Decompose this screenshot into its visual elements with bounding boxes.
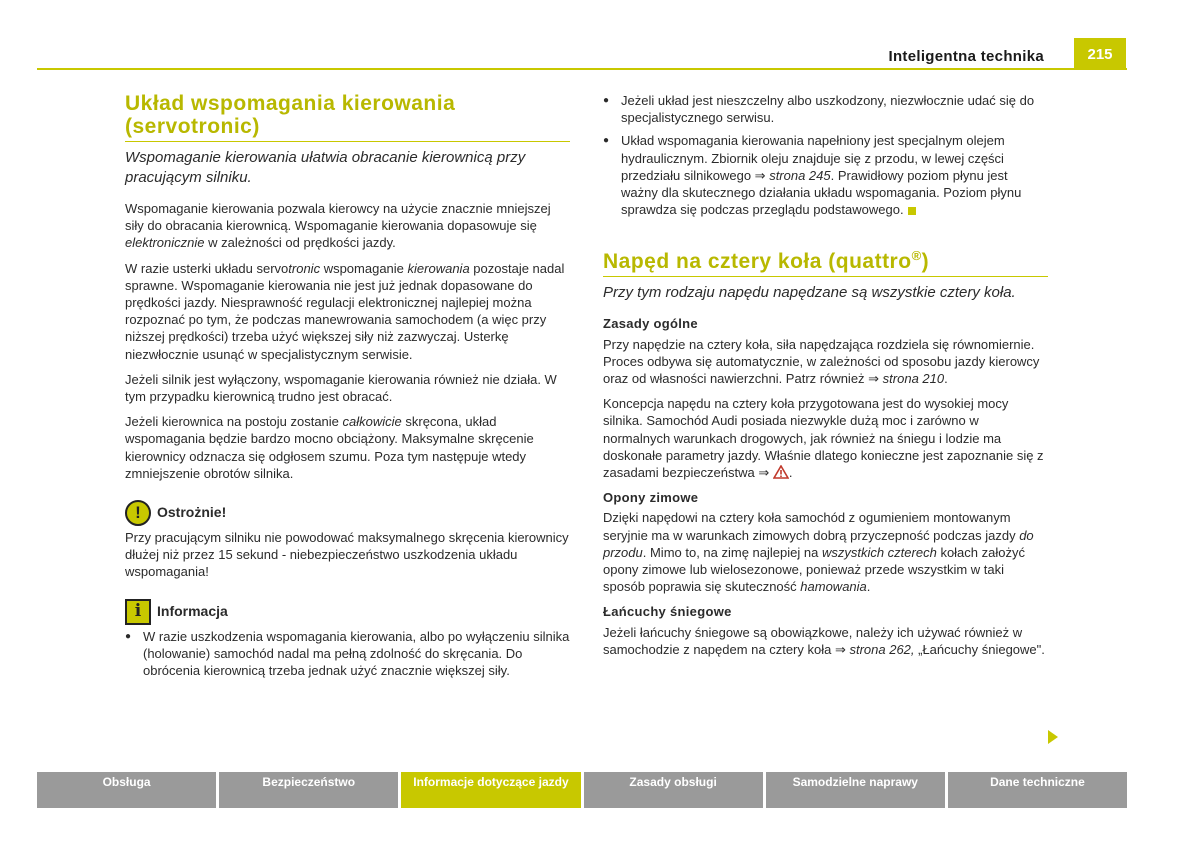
lead-text: Przy tym rodzaju napędu napędzane są wszystkie cztery koła.	[603, 284, 1016, 302]
paragraph: Koncepcja napędu na cztery koła przygotowana jest do wysokiej mocy silnika. Samochód Audi posiada niezwykle dużą moc i zarówno w normalnych warunkach drogowych, jak również na śniegu i lodzie ma doskonałe parametry jazdy. Właśnie dlatego konieczne jest zapoznanie się z zasadami bezpieczeństwa ⇒ .	[603, 396, 1044, 481]
section-end-marker	[908, 207, 916, 215]
paragraph: Jeżeli łańcuchy śniegowe są obowiązkowe, należy ich używać również w samochodzie z napędem na cztery koła ⇒ strona 262, „Łańcuchy śniegowe".	[603, 624, 1045, 657]
list-item: ● Układ wspomagania kierowania napełniony jest specjalnym olejem hydraulicznym. Zbiornik oleju znajduje się z przodu, w lewej części przedziału silnikowego ⇒ strona 245. Prawidłowy poziom płynu jest ważny dla skutecznego działania układu wspomagania. Poziom płynu sprawdza się podczas przeglądu podstawowego.	[603, 132, 1048, 218]
info-title: Informacja	[157, 603, 228, 620]
list-item: ● Jeżeli układ jest nieszczelny albo uszkodzony, niezwłocznie udać się do specjalistycznego serwisu.	[603, 92, 1048, 126]
info-box	[125, 599, 570, 680]
paragraph: Jeżeli kierownica na postoju zostanie całkowicie skręcona, układ wspomagania będzie bardzo mocno obciążony. Maksymalne skręcenie kierownicy odznacza się odgłosem szumu. Poza tym następuje wtedy zmniejszenie obrotów silnika.	[125, 414, 534, 481]
paragraph: Jeżeli silnik jest wyłączony, wspomaganie kierowania również nie działa. W tym przypadku kierownicą trudno jest obracać.	[125, 371, 557, 405]
subheading: Opony zimowe	[603, 490, 699, 506]
info-bullet: ● W razie uszkodzenia wspomagania kierowania, albo po wyłączeniu silnika (holowanie) samochód nadal ma pełną zdolność do skręcania. Do obrócenia kierownicą trzeba jednak użyć znacznie większej siły.	[125, 628, 570, 680]
right-column	[603, 92, 1048, 666]
paragraph: Wspomaganie kierowania pozwala kierowcy na użycie znacznie mniejszej siły do obracania kierownicą. Wspomaganie kierowania dopasowuje się elektronicznie w zależności od prędkości jazdy.	[125, 201, 551, 251]
subheading: Zasady ogólne	[603, 316, 698, 332]
footer-nav	[37, 772, 1127, 808]
warning-title: Ostrożnie!	[157, 504, 227, 521]
tab-bezpieczenstwo[interactable]: Bezpieczeństwo	[219, 772, 398, 808]
section-heading-quattro: Napęd na cztery koła (quattro®)	[603, 244, 1048, 277]
warning-box	[125, 500, 570, 581]
paragraph: W razie usterki układu servotronic wspomaganie kierowania pozostaje nadal sprawne. Wspomaganie kierowania nie jest już jednak dopasowane do prędkości jazdy. Niesprawność regulacji elektronicznej najlepiej można rozpoznać po tym, że podczas manewrowania samochodem (a więc przy niższej prędkości) trzeba użyć większej siły niż zazwyczaj. Usterkę niezwłocznie usunąć w specjalistycznym serwisie.	[125, 260, 565, 362]
left-column	[125, 92, 570, 685]
tab-informacje-dotyczace-jazdy[interactable]: Informacje dotyczące jazdy	[401, 772, 580, 808]
next-page-arrow-icon[interactable]	[1048, 730, 1058, 744]
section-heading-servotronic: Układ wspomagania kierowania (servotronic)	[125, 92, 570, 142]
section-header-title: Inteligentna technika	[888, 48, 1044, 65]
info-square-icon: i	[125, 599, 151, 625]
header-rule	[37, 68, 1127, 70]
warning-text: Przy pracującym silniku nie powodować maksymalnego skręcenia kierownicy dłużej niż przez 15 sekund - niebezpieczeństwo uszkodzenia układu wspomagania!	[125, 530, 569, 580]
paragraph: Przy napędzie na cztery koła, siła napędzająca rozdziela się równomiernie. Proces odbywa się automatycznie, w zależności od sposobu jazdy kierowcy oraz od własności nawierzchni. Patrz również ⇒ strona 210.	[603, 336, 1040, 387]
warning-triangle-icon	[773, 465, 789, 479]
tab-samodzielne-naprawy[interactable]: Samodzielne naprawy	[766, 772, 945, 808]
exclamation-circle-icon: !	[125, 500, 151, 526]
lead-text: Wspomaganie kierowania ułatwia obracanie kierownicą przy pracującym silniku.	[125, 149, 526, 186]
page-number: 215	[1074, 38, 1126, 70]
tab-zasady-obslugi[interactable]: Zasady obsługi	[584, 772, 763, 808]
tab-obsluga[interactable]: Obsługa	[37, 772, 216, 808]
paragraph: Dzięki napędowi na cztery koła samochód z ogumieniem montowanym seryjnie ma w warunkach zimowych dobrą przyczepność podczas jazdy do przodu. Mimo to, na zimę najlepiej na wszystkich czterech kołach założyć opony zimowe lub wielosezonowe, ponieważ przede wszystkim w taki sposób poprawia się skuteczność hamowania.	[603, 510, 1034, 595]
tab-dane-techniczne[interactable]: Dane techniczne	[948, 772, 1127, 808]
subheading: Łańcuchy śniegowe	[603, 604, 732, 620]
